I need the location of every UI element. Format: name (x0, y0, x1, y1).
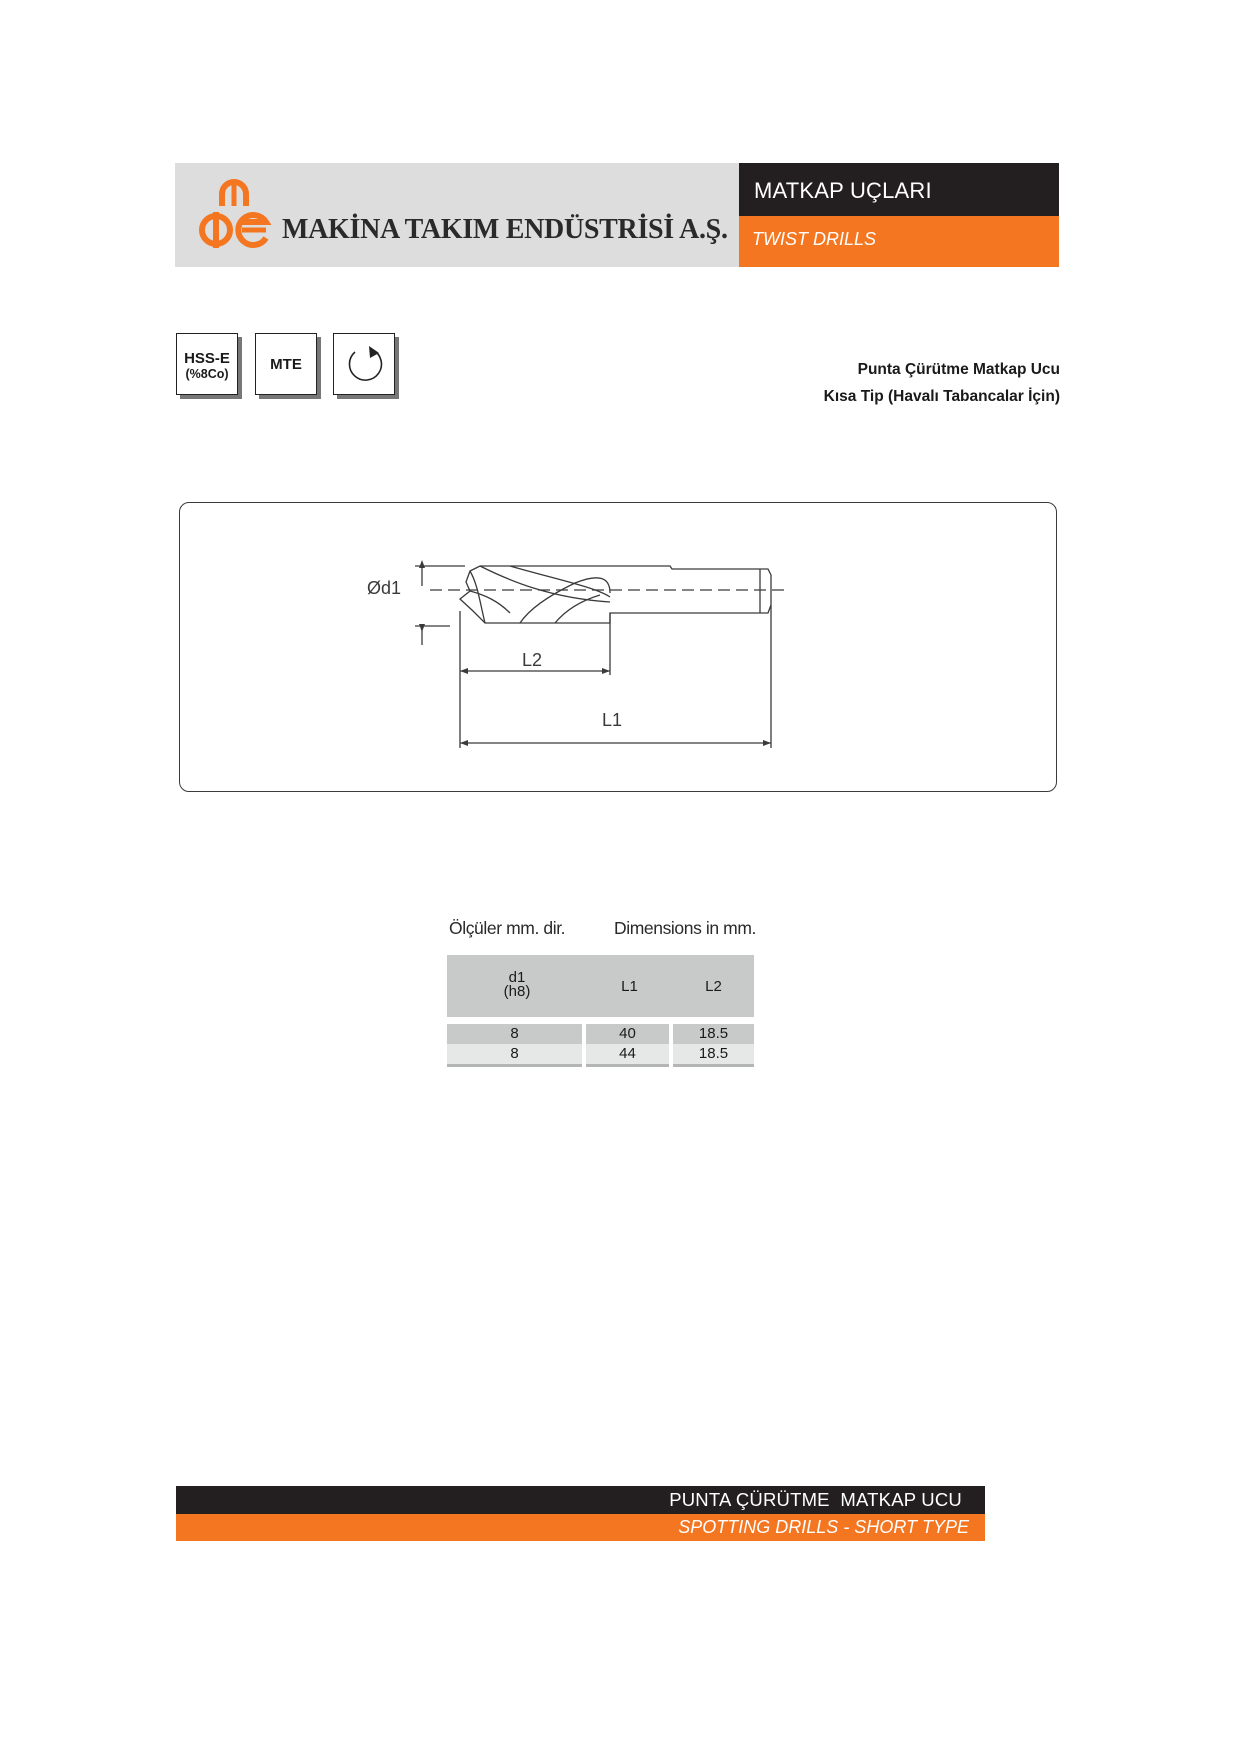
cell-l1: 44 (586, 1044, 669, 1064)
column-header-d1-tolerance: (h8) (503, 983, 531, 1000)
cell-d1: 8 (447, 1024, 582, 1044)
column-header-d1-label: d1 (508, 969, 526, 986)
category-title-en: TWIST DRILLS (739, 216, 1059, 267)
cell-l2: 18.5 (673, 1024, 754, 1044)
material-badge-line2: (%8Co) (185, 367, 229, 381)
drill-technical-drawing (180, 503, 1058, 793)
table-row (447, 1044, 754, 1064)
column-header-l1: L1 (621, 978, 638, 995)
table-header (447, 955, 754, 1017)
table-row (447, 1024, 754, 1044)
drill-outline (460, 566, 771, 623)
column-header-l2: L2 (705, 978, 722, 995)
material-badge (176, 333, 238, 395)
drawing-frame (179, 502, 1057, 792)
cell-l2: 18.5 (673, 1044, 754, 1064)
product-title-line2: Kısa Tip (Havalı Tabancalar İçin) (823, 388, 1060, 405)
company-name: MAKİNA TAKIM ENDÜSTRİSİ A.Ş. (282, 214, 728, 245)
clockwise-rotation-icon (343, 343, 387, 387)
column-header-d1 (447, 971, 587, 999)
l1-label: L1 (602, 710, 623, 730)
standard-badge (255, 333, 317, 395)
diameter-label: Ød1 (367, 578, 402, 598)
standard-badge-label: MTE (270, 356, 302, 373)
rotation-badge (333, 333, 395, 395)
mte-logo-icon (196, 176, 272, 252)
product-title-line1: Punta Çürütme Matkap Ucu (857, 361, 1060, 378)
product-title (824, 356, 1060, 410)
footer-title-tr: PUNTA ÇÜRÜTME MATKAP UCU (176, 1486, 985, 1514)
cell-d1: 8 (447, 1044, 582, 1064)
cell-l1: 40 (586, 1024, 669, 1044)
footer-title-en: SPOTTING DRILLS - SHORT TYPE (176, 1514, 985, 1541)
flute-line-1 (480, 566, 610, 602)
l2-label: L2 (522, 650, 543, 670)
material-badge-line1: HSS-E (184, 350, 230, 367)
category-title-tr: MATKAP UÇLARI (739, 163, 1059, 216)
table-bottom-rule (447, 1064, 754, 1067)
units-label-tr: Ölçüler mm. dir. (449, 918, 566, 938)
units-label-en: Dimensions in mm. (614, 918, 756, 938)
